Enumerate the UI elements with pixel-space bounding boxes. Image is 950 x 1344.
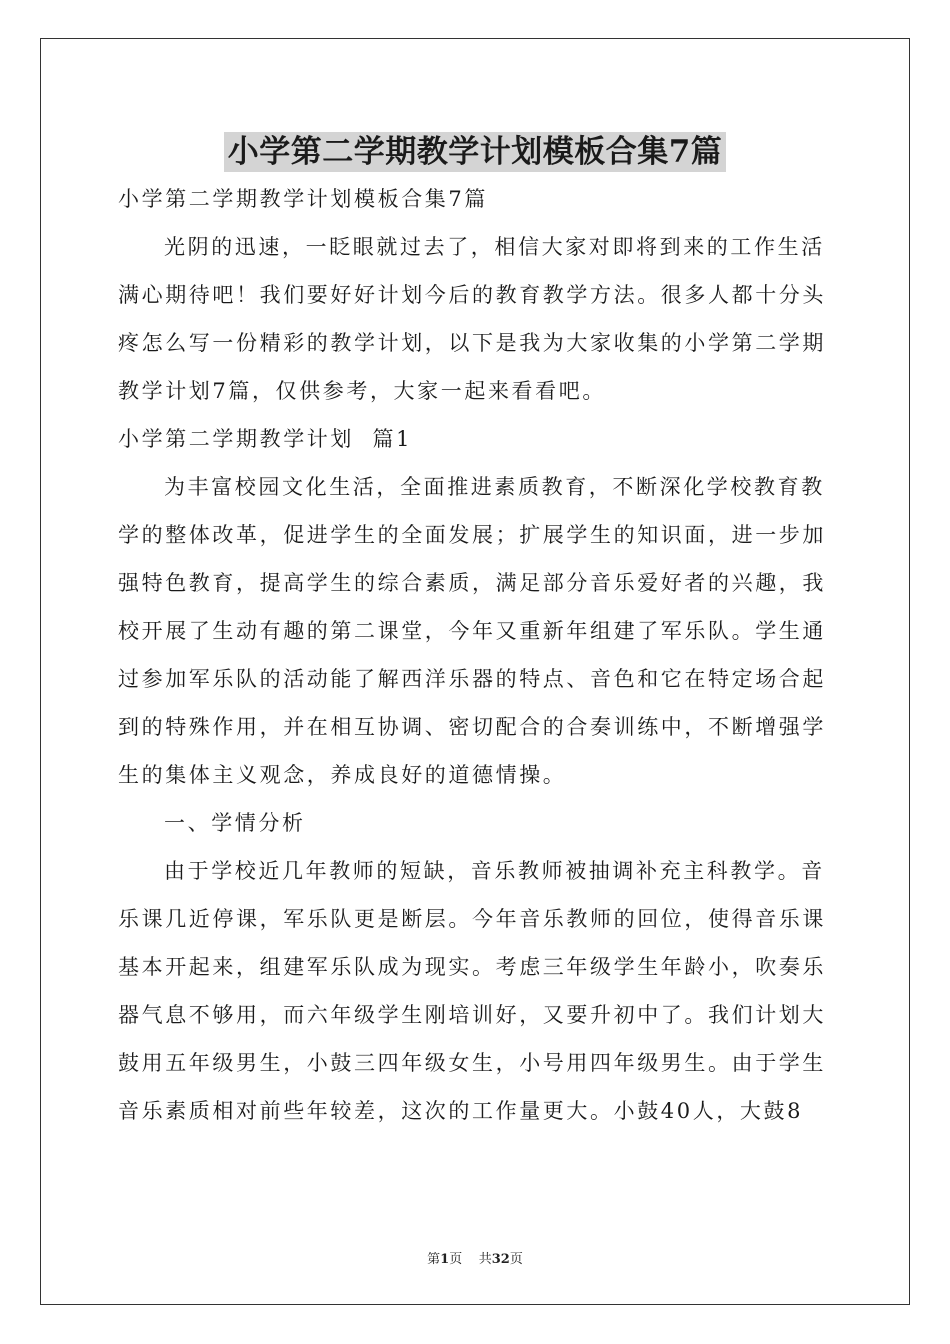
text-line: 基本开起来，组建军乐队成为现实。考虑三年级学生年龄小，吹奏乐 bbox=[118, 955, 826, 979]
text-line: 光阴的迅速，一眨眼就过去了，相信大家对即将到来的工作生活 bbox=[164, 235, 825, 259]
text-line: 由于学校近几年教师的短缺，音乐教师被抽调补充主科教学。音 bbox=[164, 859, 825, 883]
text-line: 到的特殊作用，并在相互协调、密切配合的合奏训练中，不断增强学 bbox=[118, 715, 826, 739]
page-suffix: 页 bbox=[509, 1252, 523, 1267]
text-line: 鼓用五年级男生，小鼓三四年级女生，小号用四年级男生。由于学生 bbox=[118, 1051, 826, 1075]
text-line: 学的整体改革，促进学生的全面发展；扩展学生的知识面，进一步加 bbox=[118, 523, 826, 547]
text-line: 生的集体主义观念，养成良好的道德情操。 bbox=[118, 763, 567, 787]
document-body bbox=[118, 182, 832, 1142]
text-line: 器气息不够用，而六年级学生刚培训好，又要升初中了。我们计划大 bbox=[118, 1003, 826, 1027]
page-prefix: 第 bbox=[427, 1252, 441, 1267]
text-line: 过参加军乐队的活动能了解西洋乐器的特点、音色和它在特定场合起 bbox=[118, 667, 826, 691]
text-line: 满心期待吧！我们要好好计划今后的教育教学方法。很多人都十分头 bbox=[118, 283, 826, 307]
total-page-count: 32 bbox=[491, 1252, 510, 1267]
text-line: 小学第二学期教学计划 篇1 bbox=[118, 427, 413, 451]
text-line: 校开展了生动有趣的第二课堂，今年又重新年组建了军乐队。学生通 bbox=[118, 619, 826, 643]
page-footer bbox=[0, 1248, 950, 1267]
current-page-number: 1 bbox=[440, 1252, 450, 1267]
text-line: 乐课几近停课，军乐队更是断层。今年音乐教师的回位，使得音乐课 bbox=[118, 907, 826, 931]
text-line: 疼怎么写一份精彩的教学计划，以下是我为大家收集的小学第二学期 bbox=[118, 331, 826, 355]
text-line: 音乐素质相对前些年较差，这次的工作量更大。小鼓40人，大鼓8 bbox=[118, 1099, 804, 1123]
document-title-text: 小学第二学期教学计划模板合集7篇 bbox=[224, 132, 727, 172]
text-line: 一、学情分析 bbox=[164, 811, 306, 835]
text-line: 为丰富校园文化生活，全面推进素质教育，不断深化学校教育教 bbox=[164, 475, 825, 499]
text-line: 小学第二学期教学计划模板合集7篇 bbox=[118, 187, 488, 211]
document-title bbox=[0, 126, 950, 171]
text-line: 强特色教育，提高学生的综合素质，满足部分音乐爱好者的兴趣，我 bbox=[118, 571, 826, 595]
page-mid: 页 共 bbox=[449, 1252, 492, 1267]
text-line: 教学计划7篇，仅供参考，大家一起来看看吧。 bbox=[118, 379, 606, 403]
